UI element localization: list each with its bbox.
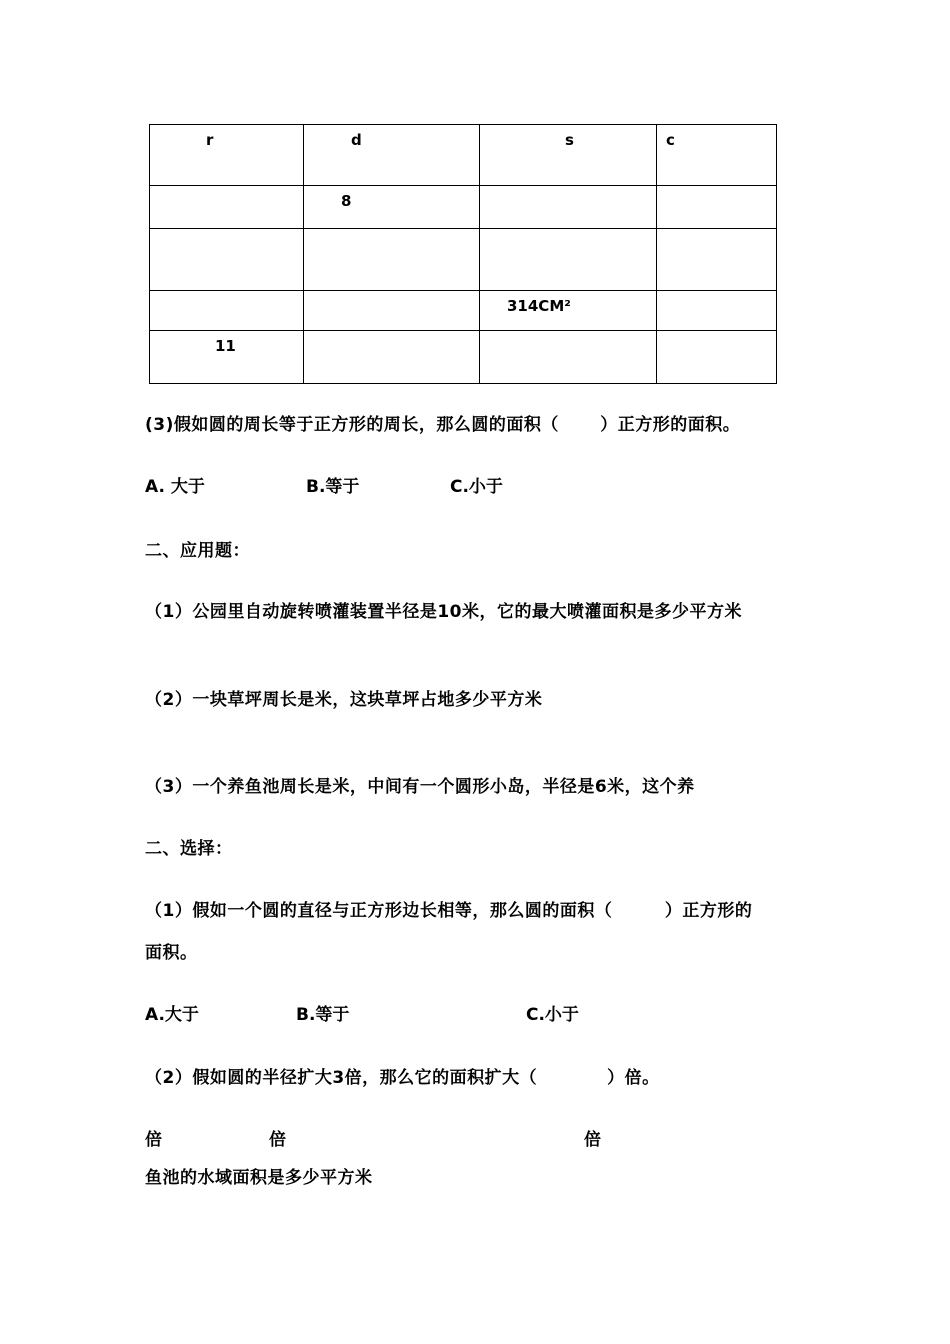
choice-question-1-line-1: （1）假如一个圆的直径与正方形边长相等，那么圆的面积（ ）正方形的 — [145, 901, 753, 921]
question-3-option-b: B.等于 — [306, 477, 360, 497]
cell-c-3 — [657, 291, 776, 297]
cell-d-4 — [304, 331, 479, 337]
section-choice-title: 二、选择： — [145, 839, 233, 859]
cell-d-1: 8 — [341, 192, 352, 210]
table-cell — [150, 229, 304, 291]
table-cell — [304, 291, 480, 331]
table-cell — [480, 291, 657, 331]
table-cell — [304, 229, 480, 291]
section-apply-title: 二、应用题： — [145, 541, 250, 561]
table-cell — [480, 229, 657, 291]
table-cell — [304, 186, 480, 229]
table-row — [150, 186, 777, 229]
header-d: d — [351, 131, 362, 149]
table-header-row — [150, 125, 777, 186]
choice-question-1-option-c: C.小于 — [526, 1005, 579, 1025]
table-cell — [150, 291, 304, 331]
table-cell — [657, 186, 777, 229]
table-header-cell — [480, 125, 657, 186]
table-cell — [480, 331, 657, 384]
table-cell — [480, 186, 657, 229]
question-3-option-a: A. 大于 — [145, 477, 205, 497]
question-3-option-c: C.小于 — [450, 477, 503, 497]
question-3-text: (3)假如圆的周长等于正方形的周长，那么圆的面积（ ）正方形的面积。 — [145, 415, 741, 435]
choice-question-1-option-a: A.大于 — [145, 1005, 199, 1025]
cell-s-3: 314CM² — [507, 297, 571, 315]
header-r: r — [206, 131, 214, 149]
choice-question-2-option-a: 倍 — [145, 1130, 162, 1150]
cell-d-3 — [304, 291, 479, 297]
table-cell — [304, 331, 480, 384]
cell-s-2 — [480, 229, 656, 235]
choice-question-2-option-c: 倍 — [584, 1130, 601, 1150]
header-s: s — [565, 131, 574, 149]
cell-r-4: 11 — [215, 337, 236, 355]
choice-question-1-option-b: B.等于 — [296, 1005, 350, 1025]
table-row — [150, 331, 777, 384]
table-row — [150, 291, 777, 331]
cell-r-1 — [150, 186, 303, 192]
cell-r-2 — [150, 229, 303, 235]
apply-problem-1: （1）公园里自动旋转喷灌装置半径是10米，它的最大喷灌面积是多少平方米 — [145, 602, 742, 622]
choice-question-1-line-2: 面积。 — [145, 943, 198, 963]
cell-r-3 — [150, 291, 303, 297]
cell-d-2 — [304, 229, 479, 235]
cell-c-1 — [657, 186, 776, 192]
cell-s-4 — [480, 331, 656, 337]
table-header-cell — [657, 125, 777, 186]
table-cell — [657, 291, 777, 331]
apply-problem-3-continuation: 鱼池的水域面积是多少平方米 — [145, 1168, 373, 1188]
cell-c-4 — [657, 331, 776, 337]
table-header-cell — [304, 125, 480, 186]
table-cell — [657, 331, 777, 384]
choice-question-2-option-b: 倍 — [269, 1130, 286, 1150]
table-header-cell — [150, 125, 304, 186]
table-cell — [150, 186, 304, 229]
apply-problem-2: （2）一块草坪周长是米，这块草坪占地多少平方米 — [145, 690, 543, 710]
circle-values-table — [149, 124, 777, 384]
table-row — [150, 229, 777, 291]
cell-s-1 — [480, 186, 656, 192]
table-cell — [150, 331, 304, 384]
choice-question-2: （2）假如圆的半径扩大3倍，那么它的面积扩大（ ）倍。 — [145, 1068, 660, 1088]
table-cell — [657, 229, 777, 291]
header-c: c — [666, 131, 675, 149]
cell-c-2 — [657, 229, 776, 235]
apply-problem-3: （3）一个养鱼池周长是米，中间有一个圆形小岛，半径是6米，这个养 — [145, 777, 695, 797]
